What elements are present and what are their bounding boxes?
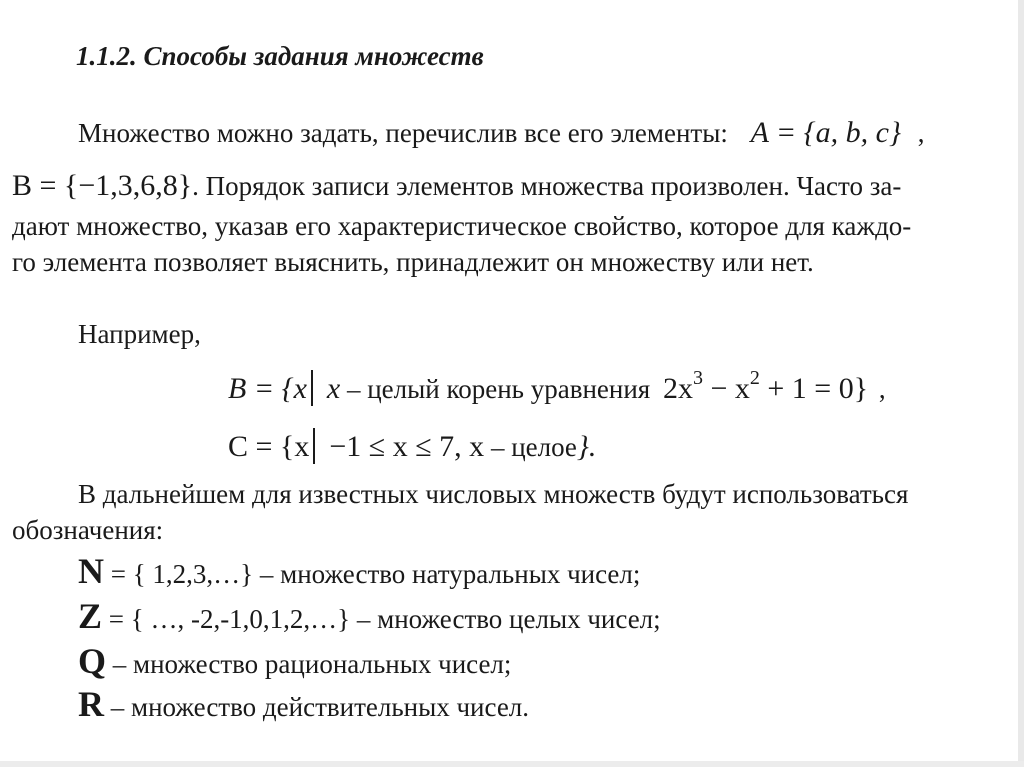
vertical-bar	[313, 428, 315, 464]
symbol-z: Z	[78, 596, 103, 636]
set-c-definition	[228, 428, 596, 464]
comma: ,	[878, 374, 886, 404]
equation-part: + 1 = 0}	[759, 372, 869, 405]
notation-rationals	[78, 641, 512, 681]
set-a-formula: A = {a, b, c}	[750, 116, 901, 149]
paragraph-1-line-4: го элемента позволяет выяснить, принадлежит он множеству или нет.	[12, 247, 814, 277]
paragraph-1-line-2	[12, 170, 901, 202]
closing-brace: }.	[576, 430, 597, 463]
paragraph-text: Множество можно задать, перечислив все его элементы:	[78, 118, 728, 148]
set-c-description: – целое	[490, 432, 577, 462]
comma: ,	[917, 118, 925, 148]
equation-part: − x	[702, 372, 750, 405]
notation-naturals	[78, 551, 641, 591]
notation-integers	[78, 596, 661, 636]
exponent: 2	[749, 367, 760, 389]
equation	[662, 367, 869, 405]
equation-part: 2x	[662, 372, 693, 405]
symbol-r: R	[78, 684, 104, 724]
paragraph-text: . Порядок записи элементов множества произволен. Часто за-	[192, 171, 902, 201]
set-b-formula: B = {−1,3,6,8}	[12, 169, 193, 202]
paragraph-2-line-2: обозначения:	[12, 515, 164, 545]
paragraph-2-line-1: В дальнейшем для известных числовых множеств будут использоваться	[78, 479, 909, 509]
notation-text: – множество действительных чисел.	[104, 692, 530, 722]
paragraph-1-line-3: дают множество, указав его характеристическое свойство, которое для каждо-	[12, 211, 912, 241]
notation-text: = { …, -2,-1,0,1,2,…} – множество целых чисел;	[102, 604, 661, 634]
page-edge-bottom	[0, 761, 1024, 767]
set-c-left: C = {x	[228, 430, 310, 463]
set-c-condition: −1 ≤ x ≤ 7, x	[329, 430, 485, 463]
exponent: 3	[692, 367, 703, 389]
vertical-bar	[311, 370, 313, 406]
notation-text: – множество рациональных чисел;	[106, 649, 512, 679]
symbol-q: Q	[78, 641, 107, 681]
set-b-description: – целый корень уравнения	[346, 374, 651, 404]
example-intro: Например,	[78, 319, 201, 349]
set-b-left: B = {x	[228, 372, 307, 405]
variable-x: x	[326, 372, 341, 405]
set-b-definition	[228, 367, 886, 406]
symbol-n: N	[78, 551, 104, 591]
notation-text: = { 1,2,3,…} – множество натуральных чисел;	[104, 559, 641, 589]
paragraph-1-line-1	[78, 117, 1014, 149]
page-edge-right	[1018, 0, 1024, 767]
notation-reals	[78, 684, 530, 724]
section-heading: 1.1.2. Способы задания множеств	[76, 41, 484, 71]
